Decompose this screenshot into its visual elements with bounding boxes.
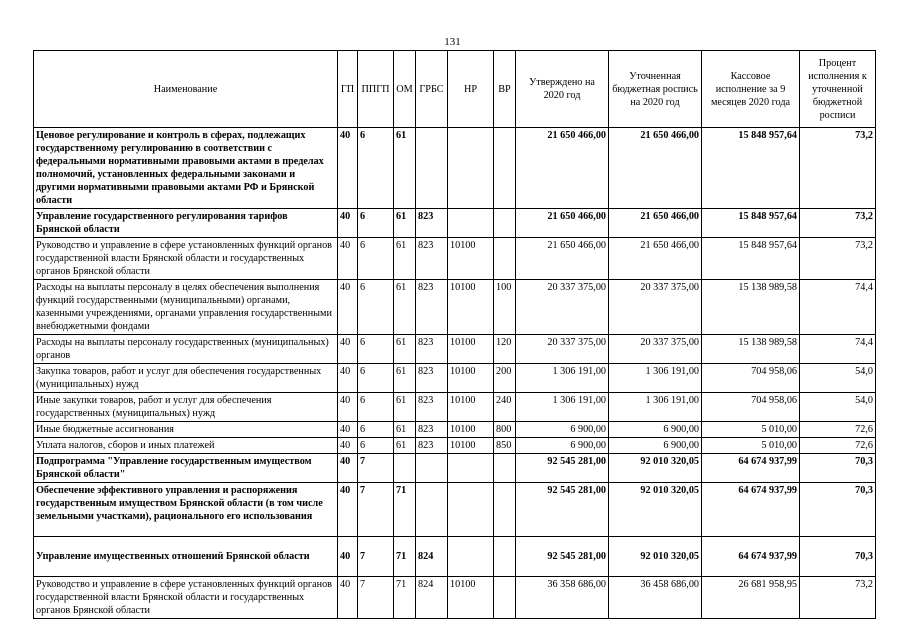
cell-cash: 15 138 989,58 bbox=[702, 335, 800, 364]
cell-grbs: 823 bbox=[416, 438, 448, 454]
cell-cash: 15 848 957,64 bbox=[702, 238, 800, 280]
cell-om bbox=[394, 454, 416, 483]
cell-vr bbox=[494, 537, 516, 577]
cell-name: Иные бюджетные ассигнования bbox=[34, 422, 338, 438]
cell-np: 10100 bbox=[448, 393, 494, 422]
cell-approved: 21 650 466,00 bbox=[516, 128, 609, 209]
cell-om: 61 bbox=[394, 128, 416, 209]
cell-ppgp: 6 bbox=[358, 364, 394, 393]
header-gp: ГП bbox=[338, 51, 358, 128]
cell-gp: 40 bbox=[338, 209, 358, 238]
cell-ppgp: 6 bbox=[358, 238, 394, 280]
header-cash: Кассовое исполнение за 9 месяцев 2020 года bbox=[702, 51, 800, 128]
cell-name: Руководство и управление в сфере установленных функций органов государственной власти Брянской области и государственных органов Брянской области bbox=[34, 577, 338, 619]
cell-vr: 200 bbox=[494, 364, 516, 393]
cell-refined: 21 650 466,00 bbox=[609, 128, 702, 209]
cell-ppgp: 6 bbox=[358, 335, 394, 364]
table-row bbox=[34, 577, 876, 619]
cell-approved: 92 545 281,00 bbox=[516, 483, 609, 537]
cell-vr bbox=[494, 454, 516, 483]
cell-np: 10100 bbox=[448, 577, 494, 619]
cell-gp: 40 bbox=[338, 280, 358, 335]
cell-name: Управление имущественных отношений Брянской области bbox=[34, 537, 338, 577]
cell-ppgp: 7 bbox=[358, 537, 394, 577]
cell-om: 61 bbox=[394, 364, 416, 393]
header-om: ОМ bbox=[394, 51, 416, 128]
cell-percent: 72,6 bbox=[800, 438, 876, 454]
cell-om: 71 bbox=[394, 483, 416, 537]
cell-name: Подпрограмма "Управление государственным имуществом Брянской области" bbox=[34, 454, 338, 483]
cell-percent: 70,3 bbox=[800, 483, 876, 537]
cell-percent: 73,2 bbox=[800, 128, 876, 209]
cell-approved: 21 650 466,00 bbox=[516, 238, 609, 280]
cell-vr bbox=[494, 483, 516, 537]
cell-np bbox=[448, 537, 494, 577]
cell-refined: 1 306 191,00 bbox=[609, 364, 702, 393]
cell-grbs bbox=[416, 454, 448, 483]
cell-ppgp: 7 bbox=[358, 577, 394, 619]
cell-refined: 36 458 686,00 bbox=[609, 577, 702, 619]
cell-grbs: 823 bbox=[416, 209, 448, 238]
cell-om: 71 bbox=[394, 577, 416, 619]
cell-percent: 73,2 bbox=[800, 209, 876, 238]
header-np: НР bbox=[448, 51, 494, 128]
cell-cash: 15 848 957,64 bbox=[702, 128, 800, 209]
cell-approved: 21 650 466,00 bbox=[516, 209, 609, 238]
cell-np: 10100 bbox=[448, 438, 494, 454]
cell-gp: 40 bbox=[338, 393, 358, 422]
cell-refined: 92 010 320,05 bbox=[609, 537, 702, 577]
cell-percent: 73,2 bbox=[800, 238, 876, 280]
cell-cash: 64 674 937,99 bbox=[702, 537, 800, 577]
cell-refined: 6 900,00 bbox=[609, 438, 702, 454]
cell-vr: 800 bbox=[494, 422, 516, 438]
cell-cash: 704 958,06 bbox=[702, 393, 800, 422]
cell-om: 61 bbox=[394, 209, 416, 238]
cell-approved: 20 337 375,00 bbox=[516, 335, 609, 364]
table-row bbox=[34, 335, 876, 364]
cell-gp: 40 bbox=[338, 335, 358, 364]
cell-cash: 15 848 957,64 bbox=[702, 209, 800, 238]
cell-approved: 36 358 686,00 bbox=[516, 577, 609, 619]
cell-np bbox=[448, 209, 494, 238]
cell-vr bbox=[494, 128, 516, 209]
header-row bbox=[34, 51, 876, 128]
cell-gp: 40 bbox=[338, 364, 358, 393]
cell-om: 61 bbox=[394, 280, 416, 335]
cell-approved: 6 900,00 bbox=[516, 438, 609, 454]
table-row bbox=[34, 280, 876, 335]
cell-vr: 850 bbox=[494, 438, 516, 454]
cell-np bbox=[448, 128, 494, 209]
cell-ppgp: 7 bbox=[358, 483, 394, 537]
cell-name: Иные закупки товаров, работ и услуг для обеспечения государственных (муниципальных) нужд bbox=[34, 393, 338, 422]
cell-grbs: 823 bbox=[416, 422, 448, 438]
cell-cash: 26 681 958,95 bbox=[702, 577, 800, 619]
cell-ppgp: 6 bbox=[358, 438, 394, 454]
budget-table bbox=[33, 50, 876, 619]
header-name: Наименование bbox=[34, 51, 338, 128]
cell-gp: 40 bbox=[338, 454, 358, 483]
cell-refined: 20 337 375,00 bbox=[609, 335, 702, 364]
cell-name: Ценовое регулирование и контроль в сферах, подлежащих государственному регулированию в соответствии с федеральными нормативными правовыми актами в пределах полномочий, установленных федеральными законами и другими нормативными правовыми актами РФ и Брянской области bbox=[34, 128, 338, 209]
cell-cash: 64 674 937,99 bbox=[702, 483, 800, 537]
cell-ppgp: 6 bbox=[358, 209, 394, 238]
cell-vr bbox=[494, 209, 516, 238]
cell-grbs bbox=[416, 128, 448, 209]
cell-ppgp: 6 bbox=[358, 393, 394, 422]
cell-vr: 120 bbox=[494, 335, 516, 364]
cell-approved: 92 545 281,00 bbox=[516, 537, 609, 577]
header-ppgp: ППГП bbox=[358, 51, 394, 128]
cell-ppgp: 6 bbox=[358, 280, 394, 335]
header-approved: Утверждено на 2020 год bbox=[516, 51, 609, 128]
cell-gp: 40 bbox=[338, 438, 358, 454]
cell-om: 61 bbox=[394, 238, 416, 280]
cell-grbs: 823 bbox=[416, 280, 448, 335]
cell-np: 10100 bbox=[448, 280, 494, 335]
header-grbs: ГРБС bbox=[416, 51, 448, 128]
cell-om: 61 bbox=[394, 422, 416, 438]
cell-approved: 6 900,00 bbox=[516, 422, 609, 438]
cell-name: Уплата налогов, сборов и иных платежей bbox=[34, 438, 338, 454]
cell-grbs: 823 bbox=[416, 364, 448, 393]
cell-np bbox=[448, 483, 494, 537]
table-row bbox=[34, 393, 876, 422]
cell-om: 71 bbox=[394, 537, 416, 577]
cell-np: 10100 bbox=[448, 364, 494, 393]
header-vr: ВР bbox=[494, 51, 516, 128]
cell-percent: 70,3 bbox=[800, 454, 876, 483]
cell-name: Управление государственного регулирования тарифов Брянской области bbox=[34, 209, 338, 238]
cell-percent: 73,2 bbox=[800, 577, 876, 619]
cell-vr bbox=[494, 577, 516, 619]
cell-np: 10100 bbox=[448, 238, 494, 280]
cell-gp: 40 bbox=[338, 537, 358, 577]
page-number: 131 bbox=[444, 36, 461, 48]
cell-refined: 6 900,00 bbox=[609, 422, 702, 438]
cell-vr: 100 bbox=[494, 280, 516, 335]
header-percent: Процент исполнения к уточненной бюджетной росписи bbox=[800, 51, 876, 128]
cell-grbs: 824 bbox=[416, 537, 448, 577]
cell-grbs bbox=[416, 483, 448, 537]
cell-vr: 240 bbox=[494, 393, 516, 422]
cell-percent: 54,0 bbox=[800, 393, 876, 422]
cell-np bbox=[448, 454, 494, 483]
cell-percent: 74,4 bbox=[800, 335, 876, 364]
cell-cash: 704 958,06 bbox=[702, 364, 800, 393]
cell-grbs: 823 bbox=[416, 393, 448, 422]
cell-cash: 15 138 989,58 bbox=[702, 280, 800, 335]
cell-percent: 54,0 bbox=[800, 364, 876, 393]
cell-ppgp: 6 bbox=[358, 128, 394, 209]
cell-refined: 21 650 466,00 bbox=[609, 209, 702, 238]
cell-om: 61 bbox=[394, 335, 416, 364]
table-row bbox=[34, 438, 876, 454]
cell-percent: 74,4 bbox=[800, 280, 876, 335]
cell-vr bbox=[494, 238, 516, 280]
cell-refined: 92 010 320,05 bbox=[609, 483, 702, 537]
table-row bbox=[34, 422, 876, 438]
cell-ppgp: 7 bbox=[358, 454, 394, 483]
cell-grbs: 824 bbox=[416, 577, 448, 619]
cell-refined: 20 337 375,00 bbox=[609, 280, 702, 335]
cell-om: 61 bbox=[394, 393, 416, 422]
cell-grbs: 823 bbox=[416, 335, 448, 364]
cell-approved: 92 545 281,00 bbox=[516, 454, 609, 483]
cell-gp: 40 bbox=[338, 128, 358, 209]
cell-np: 10100 bbox=[448, 422, 494, 438]
cell-refined: 92 010 320,05 bbox=[609, 454, 702, 483]
cell-np: 10100 bbox=[448, 335, 494, 364]
cell-refined: 21 650 466,00 bbox=[609, 238, 702, 280]
cell-name: Расходы на выплаты персоналу государственных (муниципальных) органов bbox=[34, 335, 338, 364]
cell-cash: 64 674 937,99 bbox=[702, 454, 800, 483]
table-row bbox=[34, 537, 876, 577]
cell-grbs: 823 bbox=[416, 238, 448, 280]
table-row bbox=[34, 454, 876, 483]
cell-percent: 70,3 bbox=[800, 537, 876, 577]
cell-ppgp: 6 bbox=[358, 422, 394, 438]
cell-name: Закупка товаров, работ и услуг для обеспечения государственных (муниципальных) нужд bbox=[34, 364, 338, 393]
cell-gp: 40 bbox=[338, 577, 358, 619]
cell-name: Руководство и управление в сфере установленных функций органов государственной власти Брянской области и государственных органов Брянской области bbox=[34, 238, 338, 280]
table-row bbox=[34, 364, 876, 393]
cell-refined: 1 306 191,00 bbox=[609, 393, 702, 422]
cell-approved: 1 306 191,00 bbox=[516, 364, 609, 393]
table-row bbox=[34, 238, 876, 280]
cell-name: Обеспечение эффективного управления и распоряжения государственным имуществом Брянской области (в том числе земельными участками), рационального его использования bbox=[34, 483, 338, 537]
cell-gp: 40 bbox=[338, 483, 358, 537]
cell-percent: 72,6 bbox=[800, 422, 876, 438]
cell-om: 61 bbox=[394, 438, 416, 454]
cell-cash: 5 010,00 bbox=[702, 422, 800, 438]
cell-gp: 40 bbox=[338, 238, 358, 280]
cell-cash: 5 010,00 bbox=[702, 438, 800, 454]
cell-approved: 1 306 191,00 bbox=[516, 393, 609, 422]
header-refined: Уточненная бюджетная роспись на 2020 год bbox=[609, 51, 702, 128]
cell-name: Расходы на выплаты персоналу в целях обеспечения выполнения функций государственными (муниципальными) органами, казенными учреждениями, органами управления государственными внебюджетными фондами bbox=[34, 280, 338, 335]
table-row bbox=[34, 128, 876, 209]
cell-gp: 40 bbox=[338, 422, 358, 438]
cell-approved: 20 337 375,00 bbox=[516, 280, 609, 335]
table-row bbox=[34, 483, 876, 537]
table-row bbox=[34, 209, 876, 238]
